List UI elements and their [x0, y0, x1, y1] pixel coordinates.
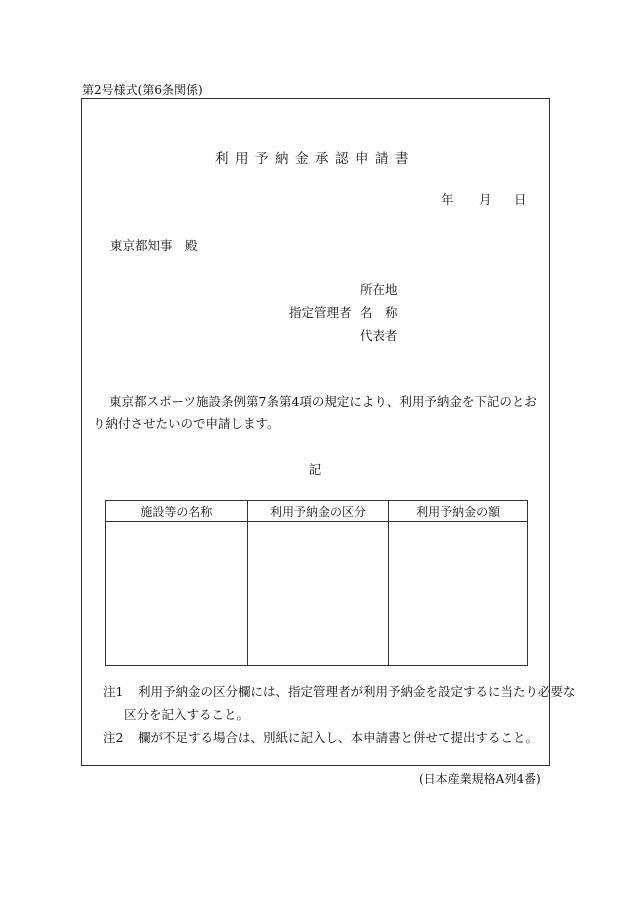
header-prepayment-amount: 利用予納金の額	[389, 501, 528, 522]
date-day-label: 日	[514, 192, 527, 207]
note2-label: 注2	[103, 730, 124, 745]
prepayment-table	[105, 500, 528, 666]
note2-text: 欄が不足する場合は、別紙に記入し、本申請書と併せて提出すること。	[138, 730, 539, 745]
paper-size-note: (日本産業規格A列4番)	[419, 772, 541, 786]
document-title: 利用予納金承認申請書	[215, 151, 415, 167]
cell-prepayment-category[interactable]	[247, 522, 389, 666]
date-month-label: 月	[479, 192, 492, 207]
note1-line1: 利用予納金の区分欄には、指定管理者が利用予納金を設定するに当たり必要な	[138, 684, 576, 699]
cell-facility-name[interactable]	[106, 522, 248, 666]
cell-prepayment-amount[interactable]	[389, 522, 528, 666]
applicant-role-label: 指定管理者	[289, 305, 352, 320]
addressee: 東京都知事 殿	[110, 238, 198, 253]
table-header-row	[106, 501, 528, 522]
applicant-name-label: 名 称	[360, 305, 398, 320]
applicant-representative-label: 代表者	[360, 328, 398, 343]
ki-heading: 記	[308, 462, 322, 477]
form-number-label: 第2号様式(第6条関係)	[82, 83, 203, 97]
application-statement: 東京都スポーツ施設条例第7条第4項の規定により、利用予納金を下記のとおり納付させたいので申請します。	[93, 394, 537, 431]
header-facility-name: 施設等の名称	[106, 501, 248, 522]
date-year-label: 年	[441, 192, 454, 207]
note1-line2: 区分を記入すること。	[124, 707, 250, 722]
applicant-address-label: 所在地	[360, 282, 398, 297]
note1-label: 注1	[103, 684, 124, 699]
header-prepayment-category: 利用予納金の区分	[247, 501, 389, 522]
table-row	[106, 522, 528, 666]
